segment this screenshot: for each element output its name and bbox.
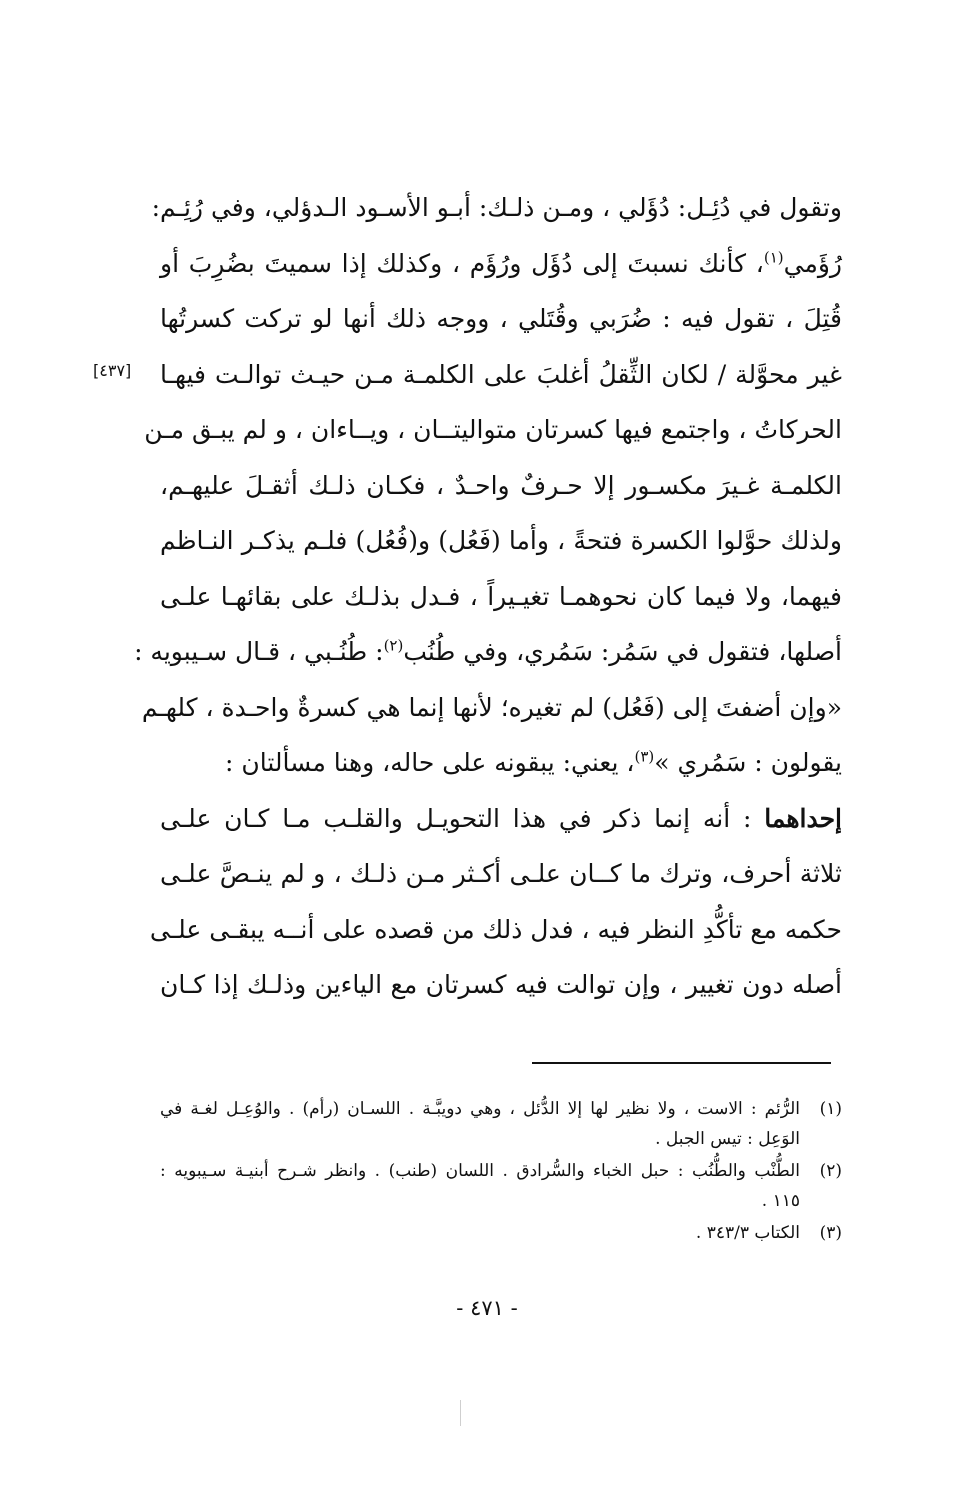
text-line — [160, 735, 842, 791]
text-line — [160, 957, 842, 1013]
text-line-content: أصلها، فتقول في سَمُر: سَمُري، وفي طُنُب — [403, 637, 842, 666]
main-text — [134, 180, 842, 1013]
text-line-content: حكمه مع تأكُّدِ النظر فيه ، فدل ذلك من قصده على أنــه يبقـى علـى — [149, 914, 842, 944]
text-line — [144, 402, 842, 458]
text-line-content: ، يعني: يبقونه على حاله، وهنا مسألتان : — [225, 748, 635, 777]
footnote-line: الوَعِل : تيس الجبل . — [655, 1129, 800, 1149]
text-line-content: قُتِلَ ، تقول فيه : ضُرَبي وقُتَلي ، ووجه ذلك أنها لو تركت كسرتُها — [160, 304, 842, 333]
footnote-body — [160, 1094, 800, 1154]
text-line — [149, 902, 842, 958]
text-line-content: ولذلك حوَّلوا الكسرة فتحةً ، وأما (فَعُل) و(فُعُل) فلـم يذكـر النـاظم — [160, 526, 842, 555]
text-line-content: رُؤَمي — [783, 248, 842, 278]
footnote-ref: (٢) — [383, 636, 404, 655]
text-line — [160, 846, 842, 902]
text-line — [141, 680, 842, 736]
footnote-ref: (١) — [763, 248, 784, 267]
footnotes — [160, 1094, 842, 1250]
text-line-content: الكلمـة غـيرَ مكسـور إلا حـرفٌ واحـدٌ ، فكـان ذلـك أثقـلَ عليهـم، — [160, 470, 842, 500]
text-line — [160, 236, 842, 292]
text-line — [160, 513, 842, 569]
footnote-number: (١) — [819, 1099, 842, 1119]
text-line-content: «وإن أضفتَ إلى (فَعُل) لم تغيره؛ لأنها إنما هي كسرةٌ واحـدة ، كلهـم — [141, 692, 842, 722]
footnote-line: الرُّئم : الاست ، ولا نظير لها إلا الدُّئل ، وهي دويبَّـة . اللسـان (رأم) . والوُعِـل لغـة في — [160, 1099, 800, 1119]
footnote — [160, 1218, 842, 1248]
footnote-line: ١١٥ . — [761, 1191, 800, 1211]
margin-page-reference: [٤٣٧] — [93, 361, 132, 380]
text-line-content: أصله دون تغيير ، وإن توالت فيه كسرتان مع الياءين وذلـك إذا كـان — [160, 970, 842, 999]
text-line — [160, 291, 842, 347]
text-line — [160, 458, 842, 514]
text-line-content: وتقول في دُئِـل: دُؤَلي ، ومـن ذلـك: أبـو الأسـود الـدؤلي، وفي رُئِـم: — [151, 193, 842, 222]
text-line-content: : أنه إنما ذكر في هذا التحويـل والقلـب مـا كـان علـى — [160, 803, 752, 833]
text-line-content: غير محوَّلة / لكان الثِّقلُ أغلبَ على الكلمـة مـن حيـث توالـت فيهـا — [160, 359, 842, 389]
footnote-separator — [532, 1062, 831, 1064]
text-line — [160, 791, 842, 847]
footnote — [160, 1094, 842, 1154]
footnote-body — [160, 1218, 800, 1248]
footnote-body — [160, 1156, 800, 1216]
text-line — [160, 347, 842, 403]
footnote-line: الكتاب ٣٤٣/٣ . — [695, 1223, 800, 1243]
text-line-content: ، كأنك نسبتَ إلى دُؤَل ورُؤَم ، وكذلك إذا سميتَ بضُرِبَ أو — [160, 248, 764, 278]
scan-artifact — [460, 1400, 461, 1426]
text-line-content: ثلاثة أحرف، وترك ما كــان علـى أكـثر مـن ذلـك ، و لم ينـصَّ علـى — [160, 859, 842, 888]
text-line — [151, 180, 842, 236]
text-line — [160, 569, 842, 625]
text-line-content: الحركاتُ ، واجتمع فيها كسرتان متواليتــان ، ويــاءان ، و لم يبـق مـن — [144, 415, 842, 444]
text-line-content: يقولون : سَمُري » — [654, 748, 842, 777]
text-line-content: : طُنُـبي ، قـال سـيبويه : — [134, 637, 384, 666]
footnote — [160, 1156, 842, 1216]
page-number: - ٤٧١ - — [456, 1296, 518, 1320]
footnote-ref: (٣) — [634, 747, 655, 766]
paragraph-lead: إحداهما — [764, 803, 842, 833]
text-line — [134, 624, 842, 680]
text-line-content: فيهما، ولا فيما كان نحوهمـا تغيـيراً ، فـدل بذلـك على بقائهـا علـى — [160, 581, 842, 611]
footnote-line: الطُّنْب والطُّنُب : حبل الخباء والسُّرادق . اللسان (طنب) . وانظر شـرح أبنيـة سـيبويه : — [160, 1161, 800, 1181]
footnote-number: (٢) — [819, 1161, 842, 1181]
footnote-number: (٣) — [819, 1223, 842, 1243]
